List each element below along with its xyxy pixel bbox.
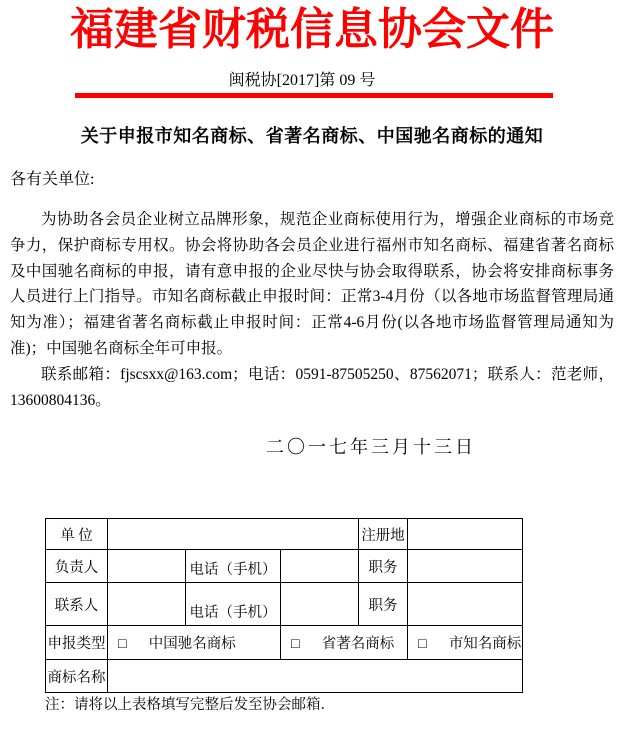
table-row-unit [46,519,523,550]
contact-person-label-cell: 联系人 [46,583,108,626]
checkbox-icon: □ [291,636,300,652]
red-divider-line [75,93,553,98]
registered-place-label-cell: 注册地 [359,519,408,550]
principal-value-cell [108,550,186,583]
principal-position-label-cell: 职务 [359,550,408,583]
document-date: 二〇一七年三月十三日 [266,437,476,457]
contact-position-value-cell [408,583,523,626]
contact-phone-label-cell: 电话（手机） [186,583,281,626]
contact-person-value-cell [108,583,186,626]
principal-phone-label-cell: 电话（手机） [186,550,281,583]
footnote: 注：请将以上表格填写完整后发至协会邮箱． [45,697,335,713]
principal-phone-value-cell [281,550,359,583]
salutation: 各有关单位: [10,171,95,188]
table-row-trademark-name [46,660,523,693]
unit-label-cell: 单 位 [46,519,108,550]
application-option-label: 省著名商标 [321,636,395,652]
body-block [10,207,614,413]
registered-place-value-cell [408,519,523,550]
document-org-title: 福建省财税信息协会文件 [70,5,554,54]
checkbox-icon: □ [418,636,427,652]
application-option-cell-province-famous [281,626,408,660]
table-row-contact-person [46,583,523,626]
principal-position-value-cell [408,550,523,583]
application-option-label: 市知名商标 [448,636,522,652]
unit-value-cell [108,519,359,550]
application-form-table [45,518,523,693]
application-option-cell-city-known [408,626,523,660]
contact-paragraph: 联系邮箱：fjscsxx@163.com；电话：0591-87505250、87562071；联系人：范老师，13600804136。 [10,365,614,409]
contact-phone-value-cell [281,583,359,626]
contact-position-label-cell: 职务 [359,583,408,626]
application-option-label: 中国驰名商标 [148,636,236,652]
table-row-application-type [46,626,523,660]
notice-title: 关于申报市知名商标、省著名商标、中国驰名商标的通知 [80,126,544,146]
principal-label-cell: 负责人 [46,550,108,583]
application-option-cell-china-famous [108,626,281,660]
table-row-principal [46,550,523,583]
body-paragraph: 为协助各会员企业树立品牌形象，规范企业商标使用行为，增强企业商标的市场竞争力，保护商标专用权。协会将协助各会员企业进行福州市知名商标、福建省著名商标及中国驰名商标的申报，请有意申报的企业尽快与协会取得联系，协会将安排商标事务人员进行上门指导。市知名商标截止申报时间：正常3-4月份（以各地市场监督管理局通知为准）；福建省著名商标截止申报时间：正常4-6月份(以各地市场监督管理局通知为准)；中国驰名商标全年可申报。 [10,211,614,357]
trademark-name-label-cell: 商标名称 [46,660,108,693]
document-number: 闽税协[2017]第 09 号 [228,72,376,89]
checkbox-icon: □ [118,636,127,652]
application-type-label-cell: 申报类型 [46,626,108,660]
trademark-name-value-cell [108,660,523,693]
